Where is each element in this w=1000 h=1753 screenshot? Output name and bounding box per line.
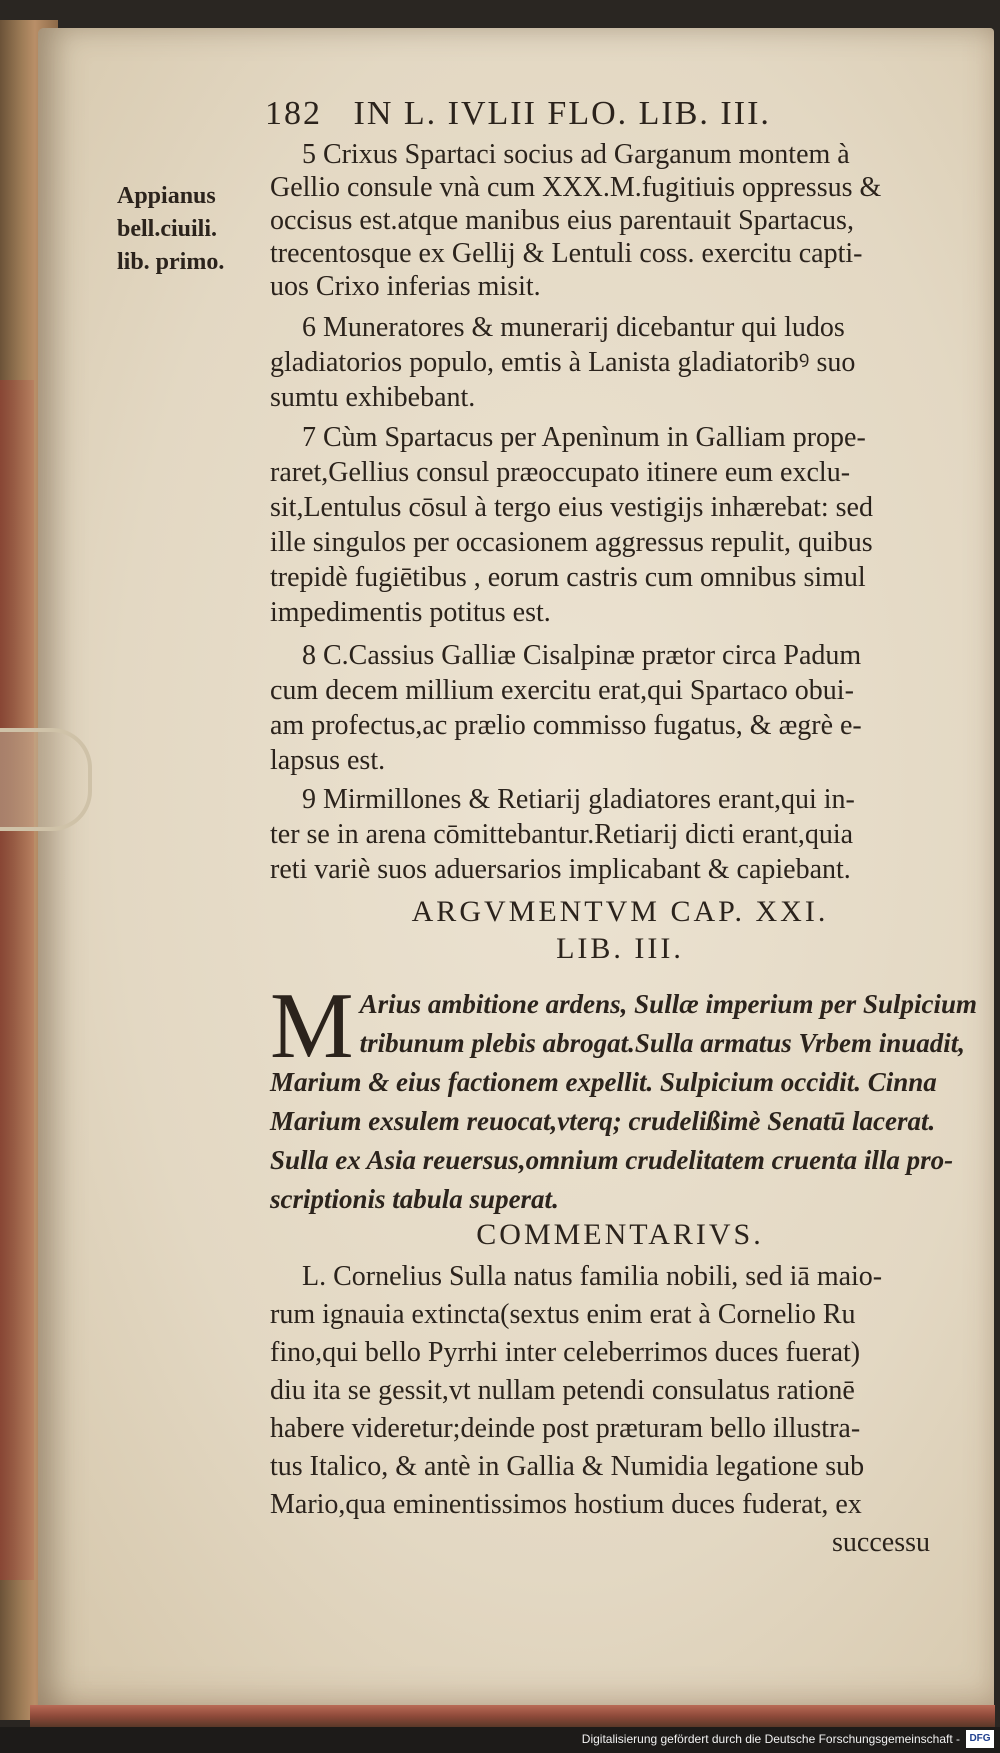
text-line: cum decem millium exercitu erat,qui Spartaco obui- [270, 675, 854, 706]
text-line: tus Italico, & antè in Gallia & Numidia legatione sub [270, 1451, 865, 1482]
text-line: 7 Cùm Spartacus per Apenìnum in Galliam prope- [302, 422, 866, 453]
text-line: raret,Gellius consul præoccupato itinere eum exclu- [270, 457, 851, 488]
text-line: trepidè fugiētibus , eorum castris cum omnibus simul [270, 562, 866, 593]
text-line: occisus est.atque manibus eius parentauit Spartacus, [270, 205, 854, 236]
text-line: gladiatorios populo, emtis à Lanista gladiatoribꝰ suo [270, 347, 856, 378]
text-line: lapsus est. [270, 745, 386, 776]
argument-text [270, 974, 977, 1219]
margin-note-line: bell.ciuili. [117, 216, 218, 242]
catchword: successu [832, 1527, 930, 1558]
book-bottom-edge [30, 1705, 995, 1727]
note-7 [270, 420, 970, 630]
argument-line: Arius ambitione ardens, Sullæ imperium per Sulpicium [359, 989, 977, 1019]
commentary-text [270, 1258, 970, 1562]
text-line: 9 Mirmillones & Retiarij gladiatores erant,qui in- [302, 784, 855, 815]
text-line: ter se in arena cōmittebantur.Retiarij dicti erant,quia [270, 819, 854, 850]
note-8 [270, 638, 970, 778]
text-line: sit,Lentulus cōsul à tergo eius vestigijs inhærebat: sed [270, 492, 873, 523]
argument-line: Sulla ex Asia reuersus,omnium crudelitatem cruenta illa pro- [270, 1145, 954, 1175]
note-5 [270, 138, 970, 303]
margin-note-line: Appianus [117, 183, 216, 209]
text-line: ille singulos per occasionem aggressus repulit, quibus [270, 527, 873, 558]
text-line: sumtu exhibebant. [270, 382, 476, 413]
footer-credit: Digitalisierung gefördert durch die Deutsche Forschungsgemeinschaft - [581, 1732, 960, 1746]
text-line: diu ita se gessit,vt nullam petendi consulatus rationē [270, 1375, 855, 1406]
text-line: 8 C.Cassius Galliæ Cisalpinæ prætor circa Padum [302, 640, 862, 671]
argument-line: tribunum plebis abrogat.Sulla armatus Vrbem inuadit, [359, 1028, 966, 1058]
book-edge-red-tint [0, 380, 34, 1580]
argument-subheading: LIB. III. [556, 932, 684, 965]
text-line: 6 Muneratores & munerarij dicebantur qui ludos [302, 312, 845, 343]
text-line: rum ignauia extincta(sextus enim erat à Cornelio Ru [270, 1299, 856, 1330]
text-line: Mario,qua eminentissimos hostium duces fuderat, ex [270, 1489, 862, 1520]
text-line: fino,qui bello Pyrrhi inter celeberrimos duces fuerat) [270, 1337, 861, 1368]
text-line: am profectus,ac prælio commisso fugatus, & ægrè e- [270, 710, 862, 741]
note-6 [270, 310, 970, 415]
margin-note [117, 180, 224, 279]
text-line: trecentosque ex Gellij & Lentuli coss. exercitu capti- [270, 238, 863, 269]
text-line: 5 Crixus Spartaci socius ad Garganum montem à [302, 139, 850, 170]
margin-note-line: lib. primo. [117, 249, 225, 275]
argument-heading: ARGVMENTVM CAP. XXI. [411, 895, 829, 928]
text-line: uos Crixo inferias misit. [270, 271, 541, 302]
commentary-heading: COMMENTARIVS. [476, 1218, 764, 1251]
running-header: 182 IN L. IVLII FLO. LIB. III. [265, 95, 771, 132]
argument-line: Marium exsulem reuocat,vterq; crudelißimè Senatū lacerat. [270, 1106, 936, 1136]
argument-line: scriptionis tabula superat. [270, 1184, 559, 1214]
text-line: Gellio consule vnà cum XXX.M.fugitiuis oppressus & [270, 172, 882, 203]
text-line: reti variè suos aduersarios implicabant & capiebant. [270, 854, 851, 885]
book-clasp [0, 728, 92, 831]
text-line: impedimentis potitus est. [270, 597, 551, 628]
argument-line: Marium & eius factionem expellit. Sulpicium occidit. Cinna [270, 1067, 937, 1097]
note-9 [270, 782, 970, 887]
drop-cap: M [270, 974, 354, 1078]
dfg-logo: DFG [966, 1730, 994, 1748]
text-line: L. Cornelius Sulla natus familia nobili, sed iā maio- [302, 1261, 883, 1292]
text-line: habere videretur;deinde post præturam bello illustra- [270, 1413, 861, 1444]
